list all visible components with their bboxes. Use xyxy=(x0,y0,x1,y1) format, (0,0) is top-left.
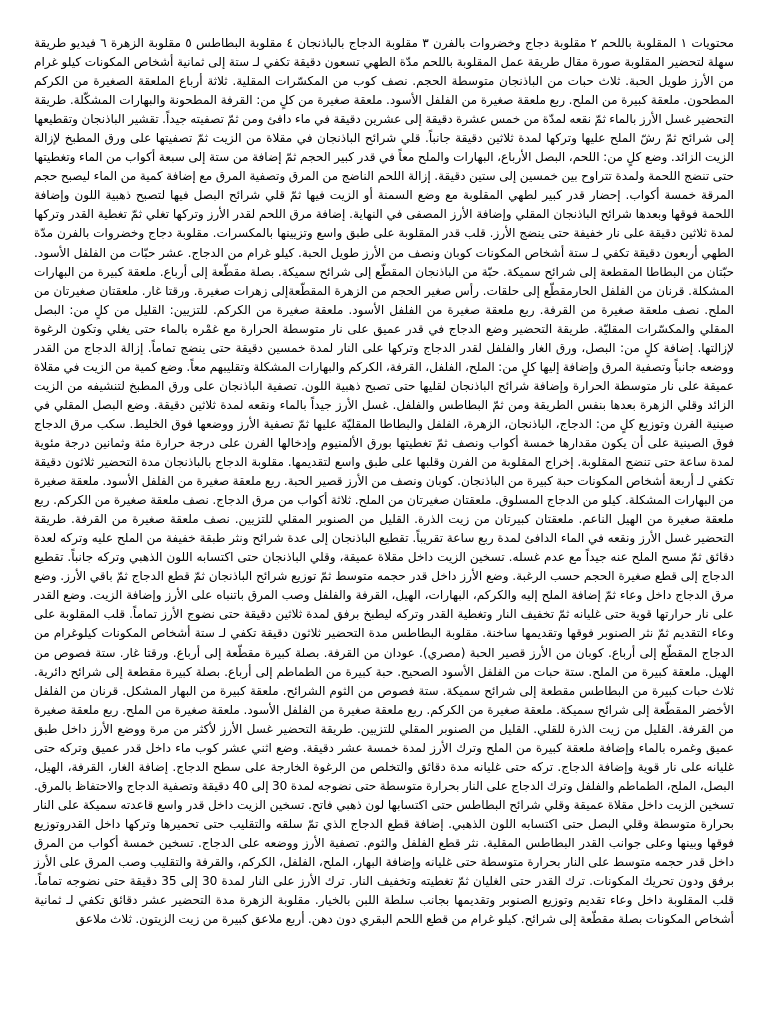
article-body-text: محتويات ١ المقلوبة باللحم ٢ مقلوبة دجاج وخضروات بالفرن ٣ مقلوبة الدجاج بالباذنجان ٤ مقلوبة البطاطس ٥ مقلوبة الزهرة ٦ فيديو طريقة سهلة لتحضير المقلوبة صورة مقال طريقة عمل المقلوبة باللحم مدّة الطهي تسعون دقيقة تكفي لـ ستة إلى ثمانية أشخاص المكونات كيلو غرام من الأرز طويل الحبة. ثلاث حبات من الباذنجان متوسطة الحجم. نصف كوب من المكسّرات المقلية. ثلاثة أرباع الملعقة الصغيرة من الكركم المطحون. ملعقة كبيرة من الملح. ربع ملعقة صغيرة من الفلفل الأسود. ملعقة صغيرة من كلٍ من: القرفة المطحونة والبهارات المشكّلة. طريقة التحضير غسل الأرز بالماء ثمّ نقعه لمدّة من خمس عشرة دقيقة إلى عشرين دقيقة في ماء دافئ ومن ثمّ تصفيته جيداً. تقشير الباذنجان وتقطيعها إلى شرائح ثمّ رشّ الملح عليها وتركها لمدة ثلاثين دقيقة جانباً. قلي شرائح الباذنجان في مقلاة من الزيت ثمّ تصفيتها على ورق المطبخ لإزالة الزيت الزائد. وضع كلٍ من: اللحم، البصل الأرباع، البهارات والملح معاً في قدر كبير الحجم ثمّ إضافة من ستة إلى سبعة أكواب من الماء وتغطيتها حتى تنضج اللحمة ولمدة تتراوح بين خمسين إلى ستين دقيقة. إزالة اللحم الناضج من المرق وتصفية المرق مع إضافة كمية من الماء ليصبح حجم المرقة خمسة أكواب. إحضار قدر كبير لطهي المقلوبة مع وضع السمنة أو الزيت فيها ثمّ قلي شرائح البصل فيها لتصبح ذهبية اللون وإضافة اللحمة فوقها وبعدها شرائح الباذنجان المقلي وإضافة الأرز المصفى في النهاية. إضافة مرق اللحم لقدر الأرز وتركها تغلي ثمّ تغطية القدر وتركها لمدة ثلاثين دقيقة على نار خفيفة حتى ينضج الأرز. قلب قدر المقلوبة على طبق واسع وتزيينها بالمكسرات. مقلوبة دجاج وخضروات بالفرن مدّة الطهي أربعون دقيقة تكفي لـ ستة أشخاص المكونات كوبان ونصف من الأرز طويل الحبة. كيلو غرام من الدجاج. عشر حبّات من الفلفل الأسود. حبّتان من البطاطا المقطعة إلى شرائح سميكة. حبّة من الباذنجان المقطّع إلى شرائح سميكة. بصلة مقطّعة إلى أرباع. ملعقة كبيرة من البهارات المشكلة. قرنان من الفلفل الحارمقطّع إلى حلقات. رأس صغير الحجم من الزهرة المقطّعةإلى زهرات صغيرة. ورقتا غار. ملعقتان صغيرتان من الملح. نصف ملعقة صغيرة من القرفة. ربع ملعقة صغيرة من الفلفل الأسود. ملعقة صغيرة من الكركم. للتزيين: القليل من كلٍ من: البصل المقلي والمكسّرات المقليّة. طريقة التحضير وضع الدجاج في قدر عميق على نار متوسطة الحرارة مع غمْره بالماء حتى يغلي وتكون الرغوة لإزالتها. إضافة كلٍ من: البصل، ورق الغار والفلفل لقدر الدجاج وتركها على النار لمدة خمسين دقيقة حتى ينضج تماماً. إزالة الدجاج من القدر ووضعه جانباً وتصفية المرق وإضافة إليها كلٍ من: الملح، الفلفل، القرفة، الكركم والبهارات المشكلة وتقليبهم معاً. وضع كمية من الزيت في مقلاة عميقة على نار متوسطة الحرارة وإضافة شرائح الباذنجان لقليها حتى تصبح ذهبية اللون. تصفية الباذنجان على ورق المطبخ لتنشيفه من الزيت الزائد وقلي الزهرة بعدها بنفس الطريقة ومن ثمّ البطاطس والفلفل. غسل الأرز جيداً بالماء ونقعه لمدة ثلاثين دقيقة. وضع البصل المقلي في صينية الفرن وتوزيع كلٍ من: الدجاج، الباذنجان، الزهرة، الفلفل والبطاطا المقليّة عليها ثمّ تصفية الأرز ووضعها فوق الخليط. سكب مرق الدجاج فوق الصينية على أن يكون مقدارها خمسة أكواب ونصف ثمّ تغطيتها بورق الألمنيوم وإدخالها الفرن على درجة حرارة مئة وثمانين درجة مئوية لمدة ساعة حتى تنضج المقلوبة. إخراج المقلوبة من الفرن وقلبها على طبق واسع لتقديمها. مقلوبة الدجاج بالباذنجان مدة التحضير ثلاثون دقيقة تكفي لـ أربعة أشخاص المكونات حبة كبيرة من الباذنجان. كوبان ونصف من الأرز قصير الحبة. ربع ملعقة صغيرة من الفلفل الأسود. ملعقة صغيرة من البهارات المشكلة. كيلو من الدجاج المسلوق. ملعقتان صغيرتان من الملح. ثلاثة أكواب من مرق الدجاج. نصف ملعقة صغيرة من الكركم. ربع ملعقة صغيرة من الهيل الناعم. ملعقتان كبيرتان من زيت الذرة. القليل من الصنوبر المقلي للتزيين. نصف ملعقة صغيرة من القرفة. طريقة التحضير غسل الأرز ونقعه في الماء الدافئ لمدة ربع ساعة تقريباً. تقطيع الباذنجان إلى عدة شرائح ونثر طبقة خفيفة من الملح عليه وتركه لعدة دقائق ثمّ مسح الملح عنه جيداً مع عدم غسله. تسخين الزيت داخل مقلاة عميقة، وقلي الباذنجان حتى اكتسابه اللون الذهبي وتركه جانباً. تقطيع الدجاج إلى قطع صغيرة الحجم حسب الرغبة. وضع الأرز داخل قدر حجمه متوسط ثمّ توزيع شرائح الباذنجان ثمّ قطع الدجاج ثمّ باقي الأرز. وضع مرق الدجاج داخل وعاء ثمّ إضافة الملح إليه والكركم، البهارات، الهيل، القرفة والفلفل وصب المرق باتنباه على الأرز وإضافة الزيت. وضع القدر على نار حرارتها قوية حتى غليانه ثمّ تخفيف النار وتغطية القدر وتركه ليطبخ برفق لمدة ثلاثين دقيقة حتى نضوج الأرز تماماً. قلب المقلوبة على وعاء التقديم ثمّ نثر الصنوبر فوقها وتقديمها ساخنة. مقلوبة البطاطس مدة التحضير ثلاثون دقيقة تكفي لـ ستة أشخاص المكونات كيلوغرام من الدجاج المقطّع إلى أرباع. كوبان من الأرز قصير الحبة (مصري). عودان من القرفة. بصلة كبيرة مقطّعة إلى أرباع. ورقتا غار. ستة فصوص من الهيل. ملعقة كبيرة من الملح. ستة حبات من الفلفل الأسود الصحيح. حبة كبيرة من الطماطم إلى أرباع. بصلة كبيرة مقطعة إلى شرائح دائرية. ثلاث حبات كبيرة من البطاطس مقطعة إلى شرائح سميكة. ستة فصوص من الثوم الشرائح. ملعقة كبيرة من البهار المشكل. قرنان من الفلفل الأخضر المقطّعة إلى شرائح سميكة. ملعقة صغيرة من الكركم. ربع ملعقة صغيرة من الفلفل الأسود. ملعقة صغيرة من الملح. ربع ملعقة صغيرة من القرفة. القليل من زيت الذرة للقلي. القليل من الصنوبر المقلي للتزيين. طريقة التحضير غسل الأرز لأكثر من مرة ووضع الأرز داخل طبق عميق وغمره بالماء وإضافة ملعقة كبيرة من الملح وترك الأرز لمدة خمسة عشر دقيقة. وضع اثني عشر كوب ماء داخل قدر عميق وتركه حتى غليانه على نار قوية وإضافة الدجاج. تركه حتى غليانه مدة دقائق والتخلص من الرغوة الخارجة على سطح الدجاج. إضافة الغار، القرفة، الهيل، البصل، الملح، الطماطم والفلفل وترك الدجاج على النار بحرارة متوسطة حتى نضوجه لمدة 30 إلى 40 دقيقة وتصفية الدجاج والاحتفاظ بالمرق. تسخين الزيت داخل مقلاة عميقة وقلي شرائح البطاطس حتى اكتسابها لون ذهبي فاتح. تسخين الزيت داخل قدر واسع قاعدته سميكة على النار بحرارة متوسطة وقلي البصل حتى اكتسابه اللون الذهبي. إضافة قطع الدجاج الذي تمّ سلقه والتقليب حتى تحميرها وتركها داخل القدروتوزيع فوقها وبينها وعلى جوانب القدر البطاطس المقلية. نثر قطع الفلفل والثوم. تصفية الأرز ووضعه على الدجاج. تسخين خمسة أكواب من المرق داخل قدر حجمه متوسط على النار بحرارة متوسطة حتى غليانه وإضافة البهار، الملح، الفلفل، الكركم، والقرفة والتقليب وصب المرق على الأرز برفق ودون تحريك المكونات. ترك القدر حتى الغليان ثمّ تغطيته وتخفيف النار. ترك الأرز على النار لمدة 30 إلى 35 دقيقة حتى نضوجه تماماً. قلب المقلوبة داخل وعاء تقديم وتوزيع الصنوبر وتقديمها بجانب سلطة اللبن بالخيار. مقلوبة الزهرة مدة التحضير عشر دقائق تكفي لـ ثمانية أشخاص المكونات بصلة مقطّعة إلى شرائح. كيلو غرام من قطع اللحم البقري دون دهن. أربع ملاعق كبيرة من زيت الزيتون. ثلاث ملاعق xyxy=(34,36,734,927)
